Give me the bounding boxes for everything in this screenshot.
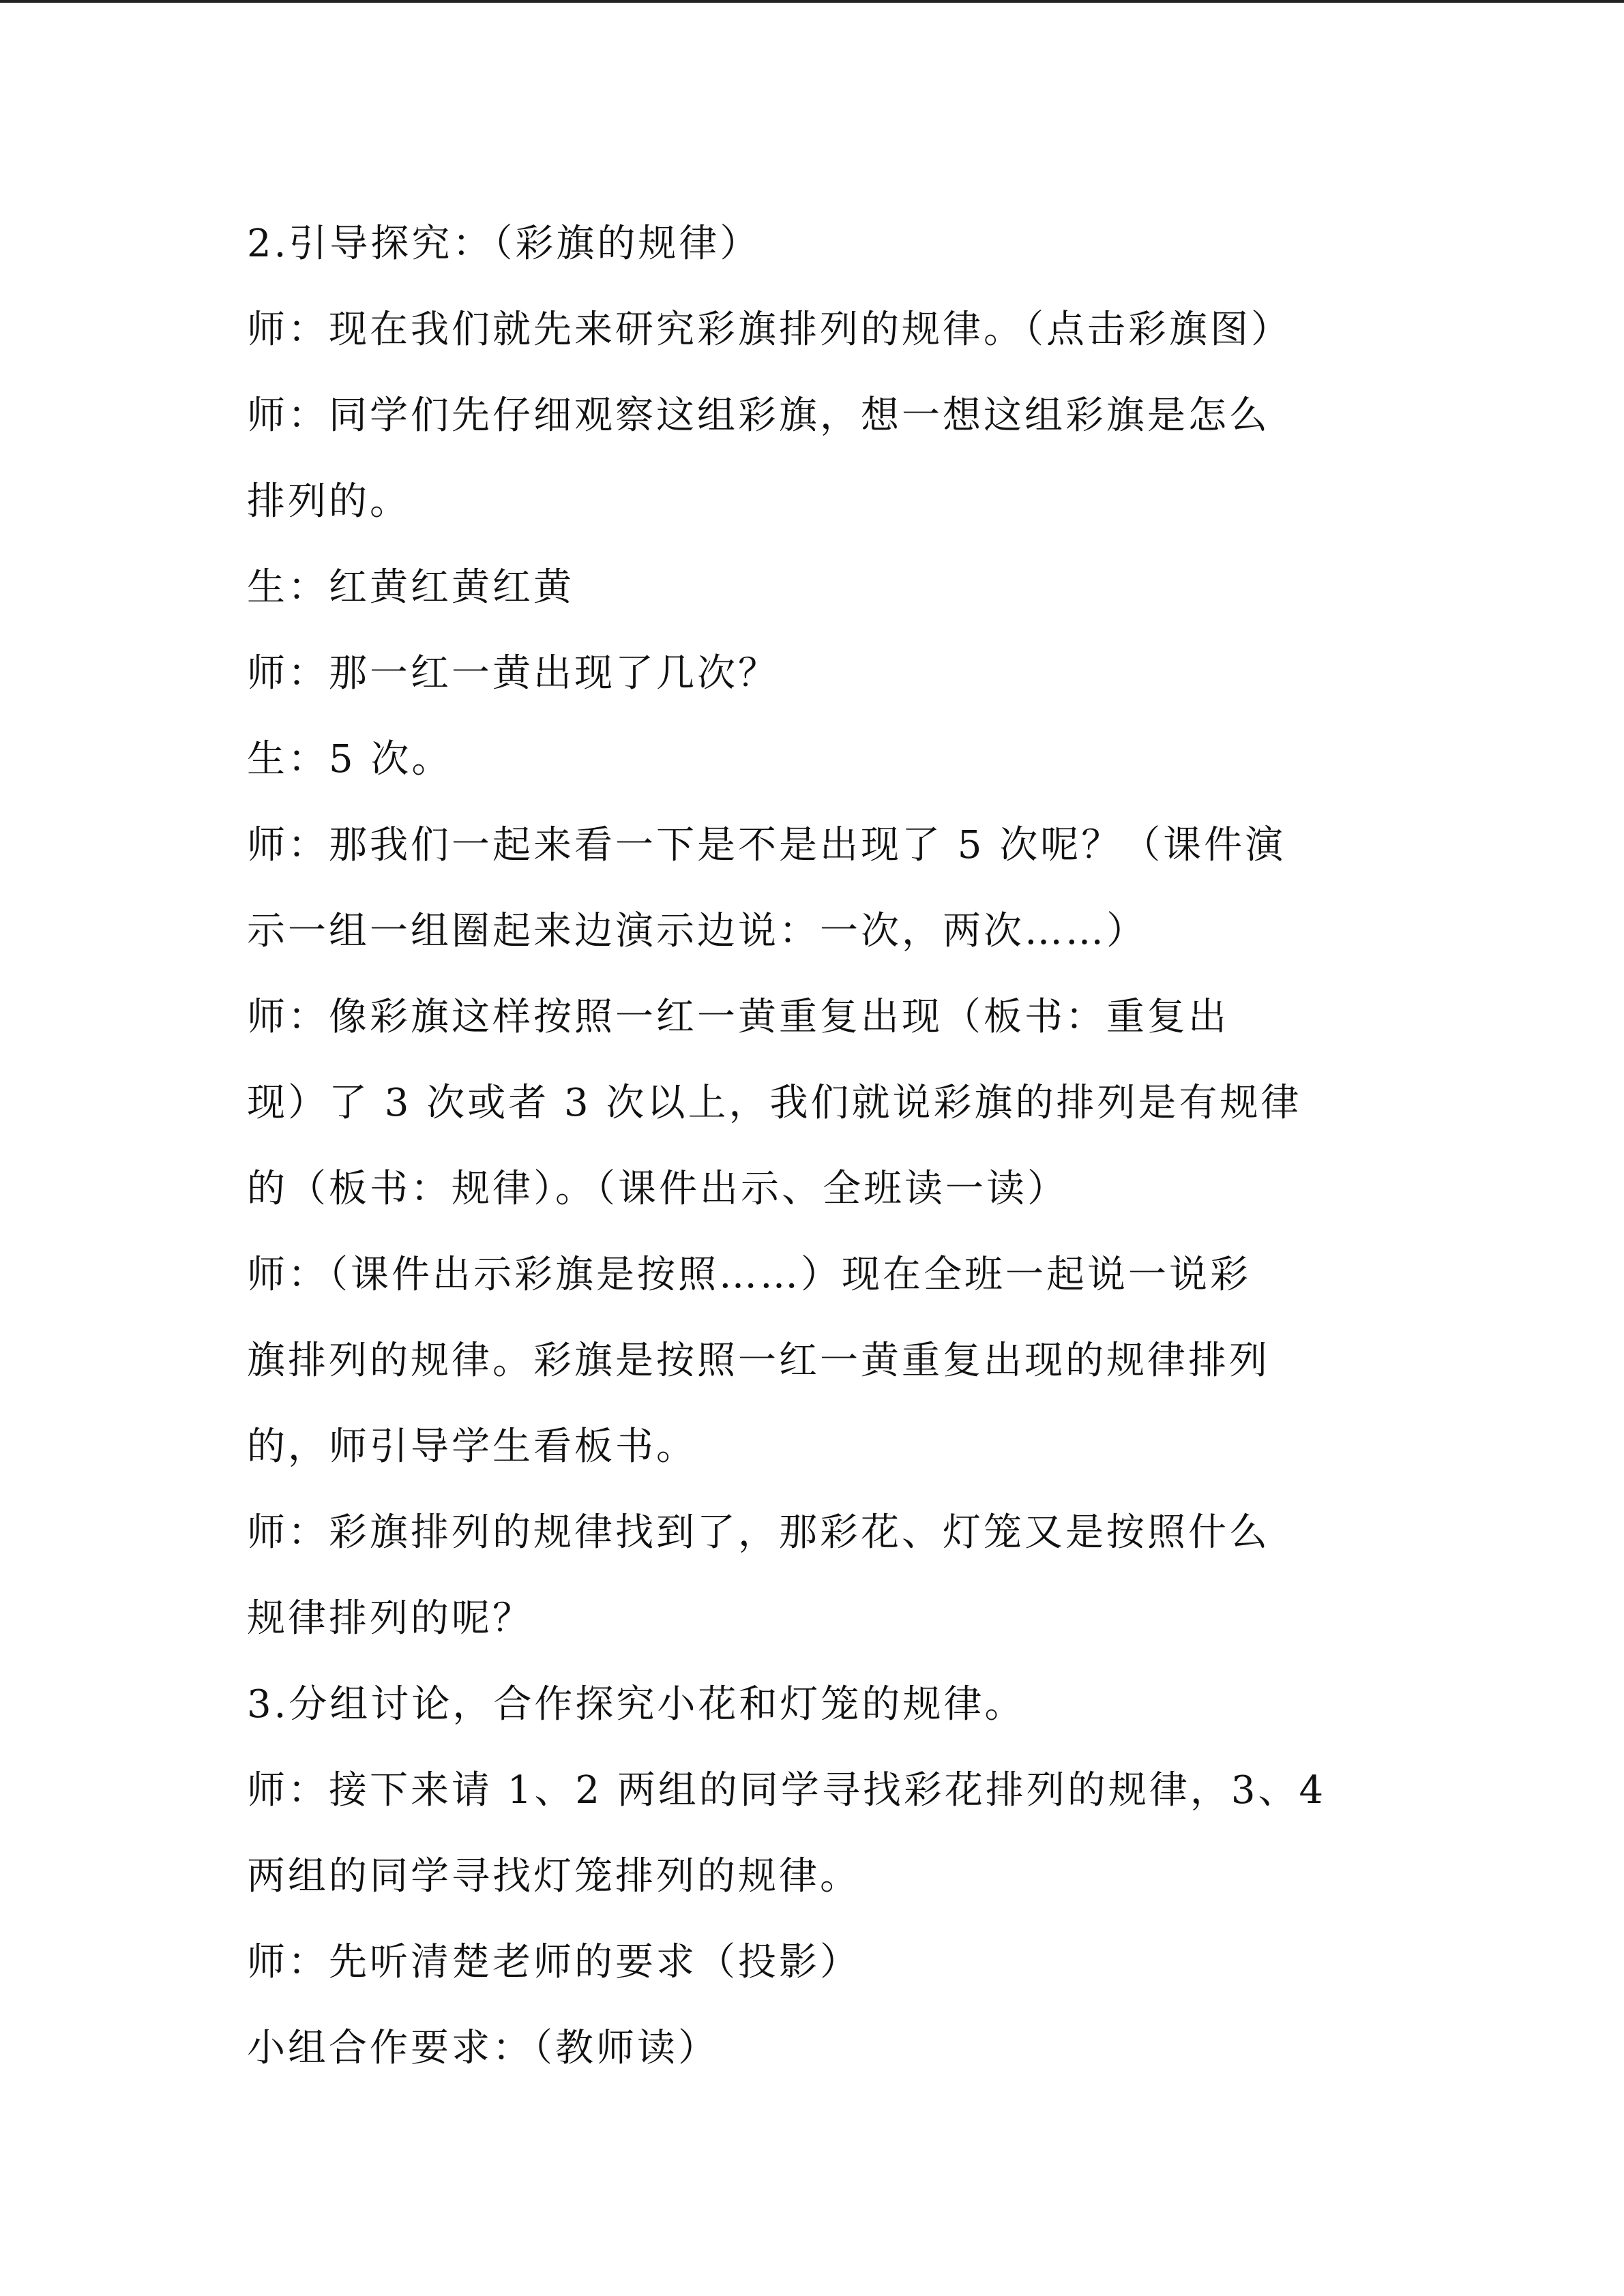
section-heading-guided-inquiry: 2.引导探究：（彩旗的规律）	[247, 222, 761, 266]
text-line: 师：同学们先仔细观察这组彩旗，想一想这组彩旗是怎么	[247, 393, 1270, 438]
text-line: 师：那一红一黄出现了几次？	[247, 651, 779, 696]
text-line: 小组合作要求：（教师读）	[247, 2026, 719, 2070]
text-line: 旗排列的规律。彩旗是按照一红一黄重复出现的规律排列	[247, 1339, 1270, 1383]
text-line: 示一组一组圈起来边演示边说：一次，两次……）	[247, 909, 1147, 953]
text-line: 生：红黄红黄红黄	[247, 565, 574, 610]
text-line: 的（板书：规律）。（课件出示、全班读一读）	[247, 1167, 1068, 1211]
document-body	[247, 201, 1379, 2091]
text-line: 师：接下来请 1、2 两组的同学寻找彩花排列的规律，3、4	[247, 1768, 1327, 1813]
text-line: 两组的同学寻找灯笼排列的规律。	[247, 1854, 861, 1898]
text-line: 师：先听清楚老师的要求（投影）	[247, 1940, 861, 1984]
text-line: 师：彩旗排列的规律找到了，那彩花、灯笼又是按照什么	[247, 1510, 1270, 1555]
text-line: 现）了 3 次或者 3 次以上，我们就说彩旗的排列是有规律	[247, 1081, 1302, 1125]
page-top-border	[0, 0, 1624, 3]
section-heading-group-discussion: 3.分组讨论，合作探究小花和灯笼的规律。	[247, 1682, 1026, 1727]
text-line: 生：5 次。	[247, 737, 453, 781]
text-line: 师：那我们一起来看一下是不是出现了 5 次呢？（课件演	[247, 823, 1286, 867]
text-line: 规律排列的呢？	[247, 1596, 533, 1641]
text-line: 的，师引导学生看板书。	[247, 1425, 697, 1469]
text-line: 师：像彩旗这样按照一红一黄重复出现（板书：重复出	[247, 995, 1229, 1039]
text-line: 师：现在我们就先来研究彩旗排列的规律。（点击彩旗图）	[247, 308, 1292, 352]
text-line: 排列的。	[247, 479, 411, 524]
text-line: 师：（课件出示彩旗是按照……）现在全班一起说一说彩	[247, 1253, 1251, 1297]
